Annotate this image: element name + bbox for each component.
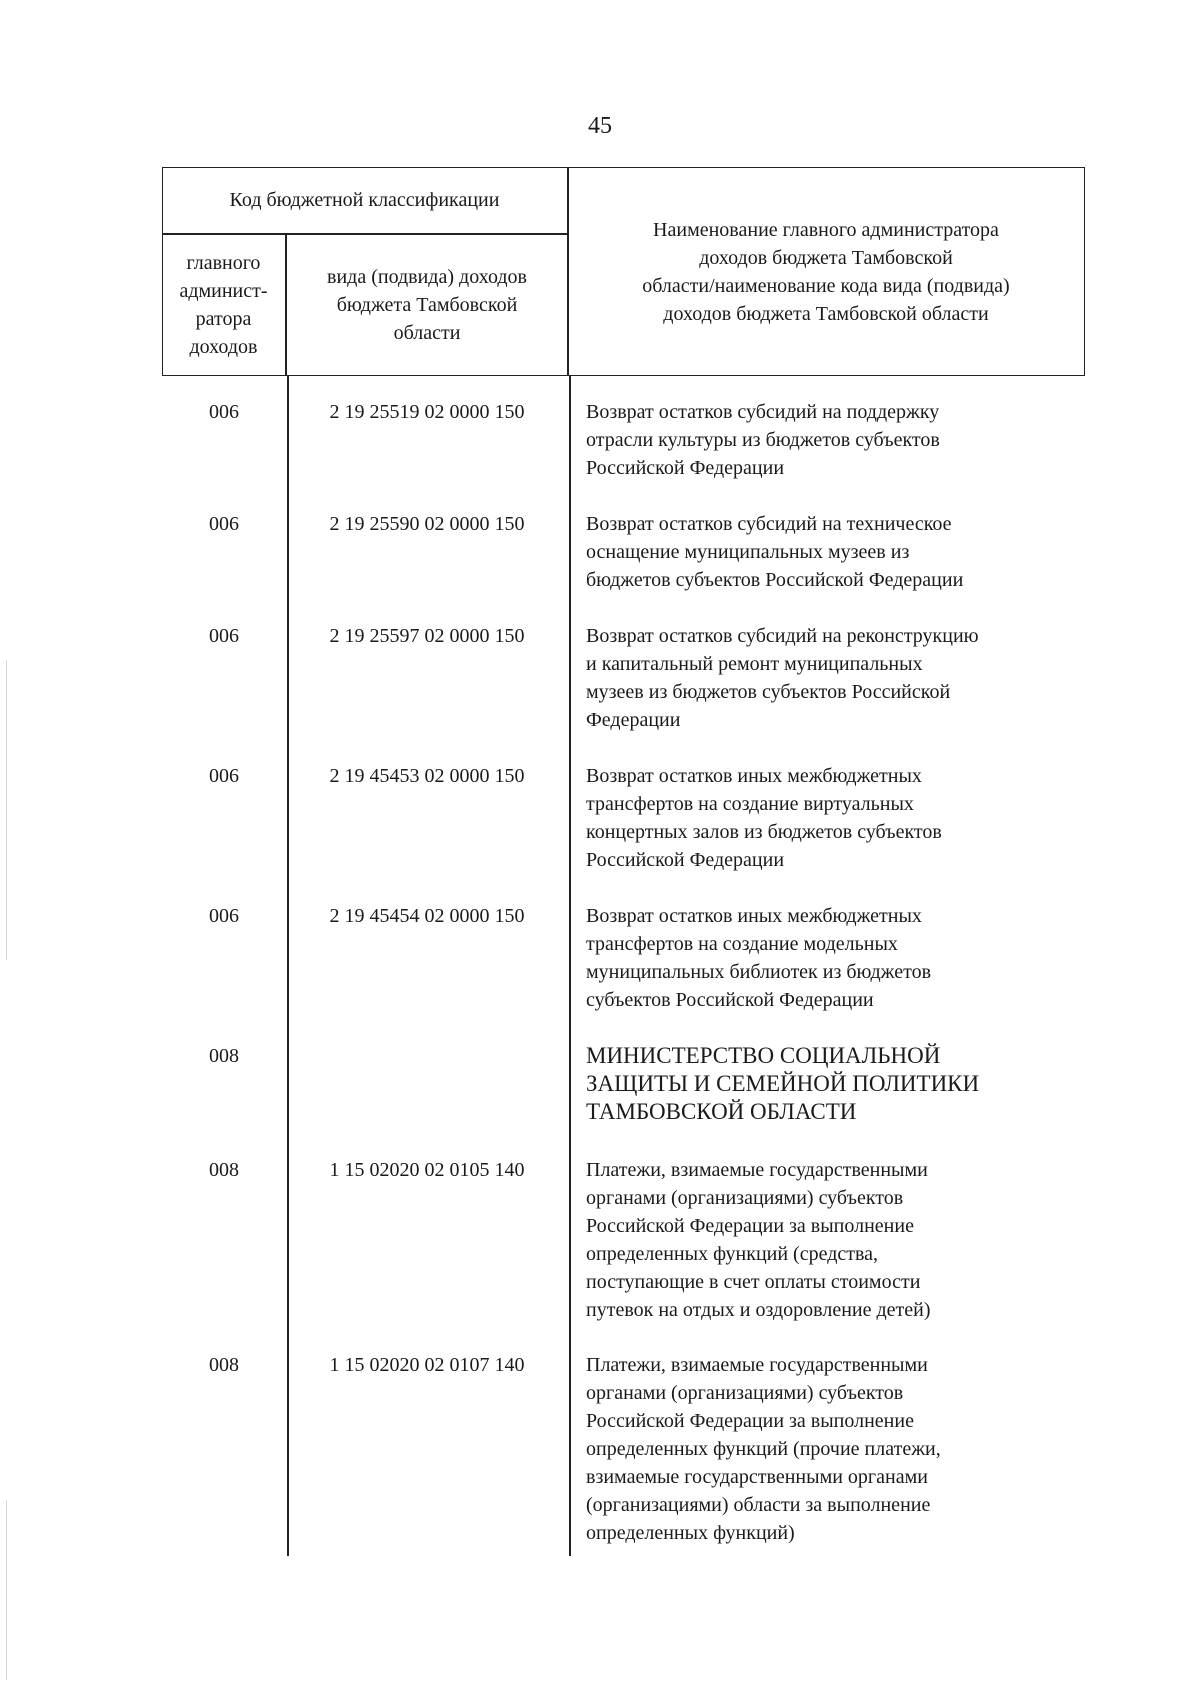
revenue-name: Возврат остатков субсидий на техническое оснащение муниципальных музеев из бюджетов субъектов Российской Федерации	[586, 513, 964, 591]
admin-code: 006	[209, 401, 239, 423]
admin-code: 006	[209, 765, 239, 787]
revenue-name: Возврат остатков субсидий на поддержку отрасли культуры из бюджетов субъектов Российской Федерации	[586, 401, 940, 479]
header-col-code: вида (подвида) доходов бюджета Тамбовской области	[327, 266, 527, 344]
header-col-name: Наименование главного администратора доходов бюджета Тамбовской области/наименование кода вида (подвида) доходов бюджета Тамбовской области	[642, 218, 1010, 325]
body-divider-code	[569, 376, 571, 1556]
revenue-name: Возврат остатков иных межбюджетных трансфертов на создание виртуальных концертных залов из бюджетов субъектов Российской Федерации	[586, 765, 942, 871]
header-col-admin: главного админист- ратора доходов	[179, 252, 268, 358]
admin-code: 008	[209, 1354, 239, 1376]
revenue-code: 2 19 45453 02 0000 150	[329, 765, 525, 787]
admin-code: 008	[209, 1045, 239, 1067]
revenue-code: 1 15 02020 02 0107 140	[329, 1354, 525, 1376]
revenue-code: 2 19 25590 02 0000 150	[329, 513, 525, 535]
scan-edge-mark	[6, 660, 7, 960]
revenue-name: Платежи, взимаемые государственными органами (организациями) субъектов Российской Федерации за выполнение определенных функций (прочие платежи, взимаемые государственными органами (организациями) области за выполнение определенных функций)	[586, 1354, 941, 1544]
admin-code: 008	[209, 1159, 239, 1181]
revenue-name: Возврат остатков иных межбюджетных трансфертов на создание модельных муниципальных библиотек из бюджетов субъектов Российской Федерации	[586, 905, 932, 1011]
admin-code: 006	[209, 513, 239, 535]
ministry-name: МИНИСТЕРСТВО СОЦИАЛЬНОЙ ЗАЩИТЫ И СЕМЕЙНОЙ ПОЛИТИКИ ТАМБОВСКОЙ ОБЛАСТИ	[586, 1043, 980, 1124]
page-number: 45	[588, 113, 612, 139]
revenue-code: 2 19 45454 02 0000 150	[329, 905, 525, 927]
revenue-name: Возврат остатков субсидий на реконструкцию и капитальный ремонт муниципальных музеев из бюджетов субъектов Российской Федерации	[586, 625, 979, 731]
body-divider-admin	[287, 376, 289, 1556]
revenue-name: Платежи, взимаемые государственными органами (организациями) субъектов Российской Федерации за выполнение определенных функций (средства, поступающие в счет оплаты стоимости путевок на отдых и оздоровление детей)	[586, 1159, 931, 1321]
revenue-code: 2 19 25519 02 0000 150	[329, 401, 525, 423]
revenue-code: 2 19 25597 02 0000 150	[329, 625, 525, 647]
admin-code: 006	[209, 625, 239, 647]
scan-edge-mark	[6, 1500, 7, 1680]
header-group-title: Код бюджетной классификации	[229, 189, 500, 211]
revenue-code: 1 15 02020 02 0105 140	[329, 1159, 525, 1181]
admin-code: 006	[209, 905, 239, 927]
